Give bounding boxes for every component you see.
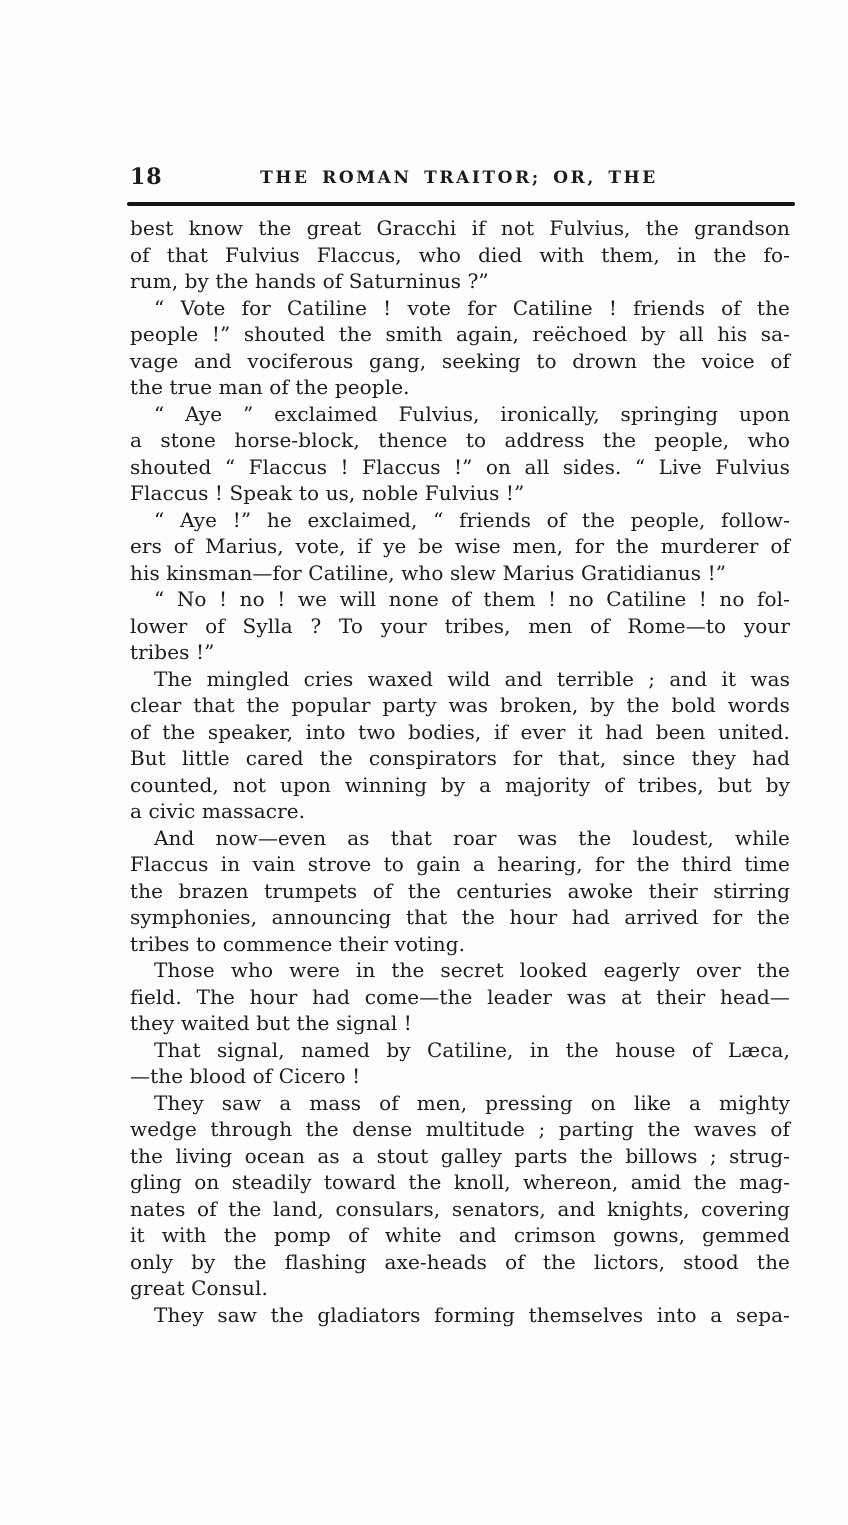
text-line: But little cared the conspirators for that, since they had bbox=[130, 746, 790, 770]
text-line: That signal, named by Catiline, in the house of Læca, bbox=[154, 1037, 790, 1062]
text-line: great Consul. bbox=[130, 1276, 268, 1300]
header-rule bbox=[127, 202, 795, 206]
text-line: the living ocean as a stout galley parts the billows ; strug- bbox=[130, 1143, 790, 1168]
text-line: nates of the land, consulars, senators, and knights, covering bbox=[130, 1196, 790, 1221]
text-line: a civic massacre. bbox=[130, 799, 306, 823]
text-line: best know the great Gracchi if not Fulvius, the grandson bbox=[130, 216, 790, 240]
text-line: —the blood of Cicero ! bbox=[130, 1064, 361, 1088]
text-line: a stone horse-block, thence to address the people, who bbox=[130, 428, 790, 452]
text-line: field. The hour had come—the leader was at their head— bbox=[130, 984, 790, 1009]
text-line: rum, by the hands of Saturninus ?” bbox=[130, 269, 489, 293]
text-line: Flaccus ! Speak to us, noble Fulvius !” bbox=[130, 481, 525, 505]
text-line: The mingled cries waxed wild and terrible ; and it was bbox=[154, 666, 790, 691]
text-line: “ Vote for Catiline ! vote for Catiline ! friends of the bbox=[154, 295, 790, 320]
text-line: Flaccus in vain strove to gain a hearing, for the third time bbox=[130, 852, 790, 876]
text-line: “ Aye ” exclaimed Fulvius, ironically, springing upon bbox=[154, 401, 790, 426]
running-title: THE ROMAN TRAITOR; OR, THE bbox=[260, 168, 658, 188]
text-line: gling on steadily toward the knoll, whereon, amid the mag- bbox=[130, 1170, 790, 1194]
text-line: wedge through the dense multitude ; parting the waves of bbox=[130, 1117, 790, 1141]
text-block bbox=[130, 215, 790, 1328]
text-line: shouted “ Flaccus ! Flaccus !” on all sides. “ Live Fulvius bbox=[130, 454, 790, 479]
text-line: tribes !” bbox=[130, 640, 215, 664]
text-line: Those who were in the secret looked eagerly over the bbox=[154, 958, 790, 982]
text-line: tribes to commence their voting. bbox=[130, 931, 466, 956]
text-line: They saw a mass of men, pressing on like a mighty bbox=[154, 1090, 790, 1115]
text-line: the brazen trumpets of the centuries awoke their stirring bbox=[130, 878, 790, 903]
text-line: only by the flashing axe-heads of the lictors, stood the bbox=[130, 1249, 790, 1274]
text-line: it with the pomp of white and crimson gowns, gemmed bbox=[130, 1223, 790, 1247]
text-line: counted, not upon winning by a majority of tribes, but by bbox=[130, 772, 790, 797]
text-line: They saw the gladiators forming themselves into a sepa- bbox=[154, 1302, 790, 1327]
text-line: And now—even as that roar was the loudest, while bbox=[154, 825, 790, 850]
text-line: “ No ! no ! we will none of them ! no Catiline ! no fol- bbox=[154, 587, 790, 611]
text-line: ers of Marius, vote, if ye be wise men, for the murderer of bbox=[130, 534, 790, 558]
text-line: of that Fulvius Flaccus, who died with them, in the fo- bbox=[130, 242, 790, 267]
text-line: lower of Sylla ? To your tribes, men of Rome—to your bbox=[130, 613, 790, 638]
text-line: “ Aye !” he exclaimed, “ friends of the people, follow- bbox=[154, 507, 790, 532]
text-line: the true man of the people. bbox=[130, 375, 410, 399]
text-line: of the speaker, into two bodies, if ever it had been united. bbox=[130, 719, 790, 744]
page-header bbox=[128, 165, 790, 191]
text-line: symphonies, announcing that the hour had arrived for the bbox=[130, 905, 790, 929]
text-line: vage and vociferous gang, seeking to drown the voice of bbox=[130, 348, 790, 373]
page-number: 18 bbox=[130, 164, 163, 190]
text-line: they waited but the signal ! bbox=[130, 1011, 412, 1035]
text-line: people !” shouted the smith again, reëchoed by all his sa- bbox=[130, 322, 790, 346]
text-line: his kinsman—for Catiline, who slew Marius Gratidianus !” bbox=[130, 560, 727, 585]
text-line: clear that the popular party was broken, by the bold words bbox=[130, 693, 790, 717]
